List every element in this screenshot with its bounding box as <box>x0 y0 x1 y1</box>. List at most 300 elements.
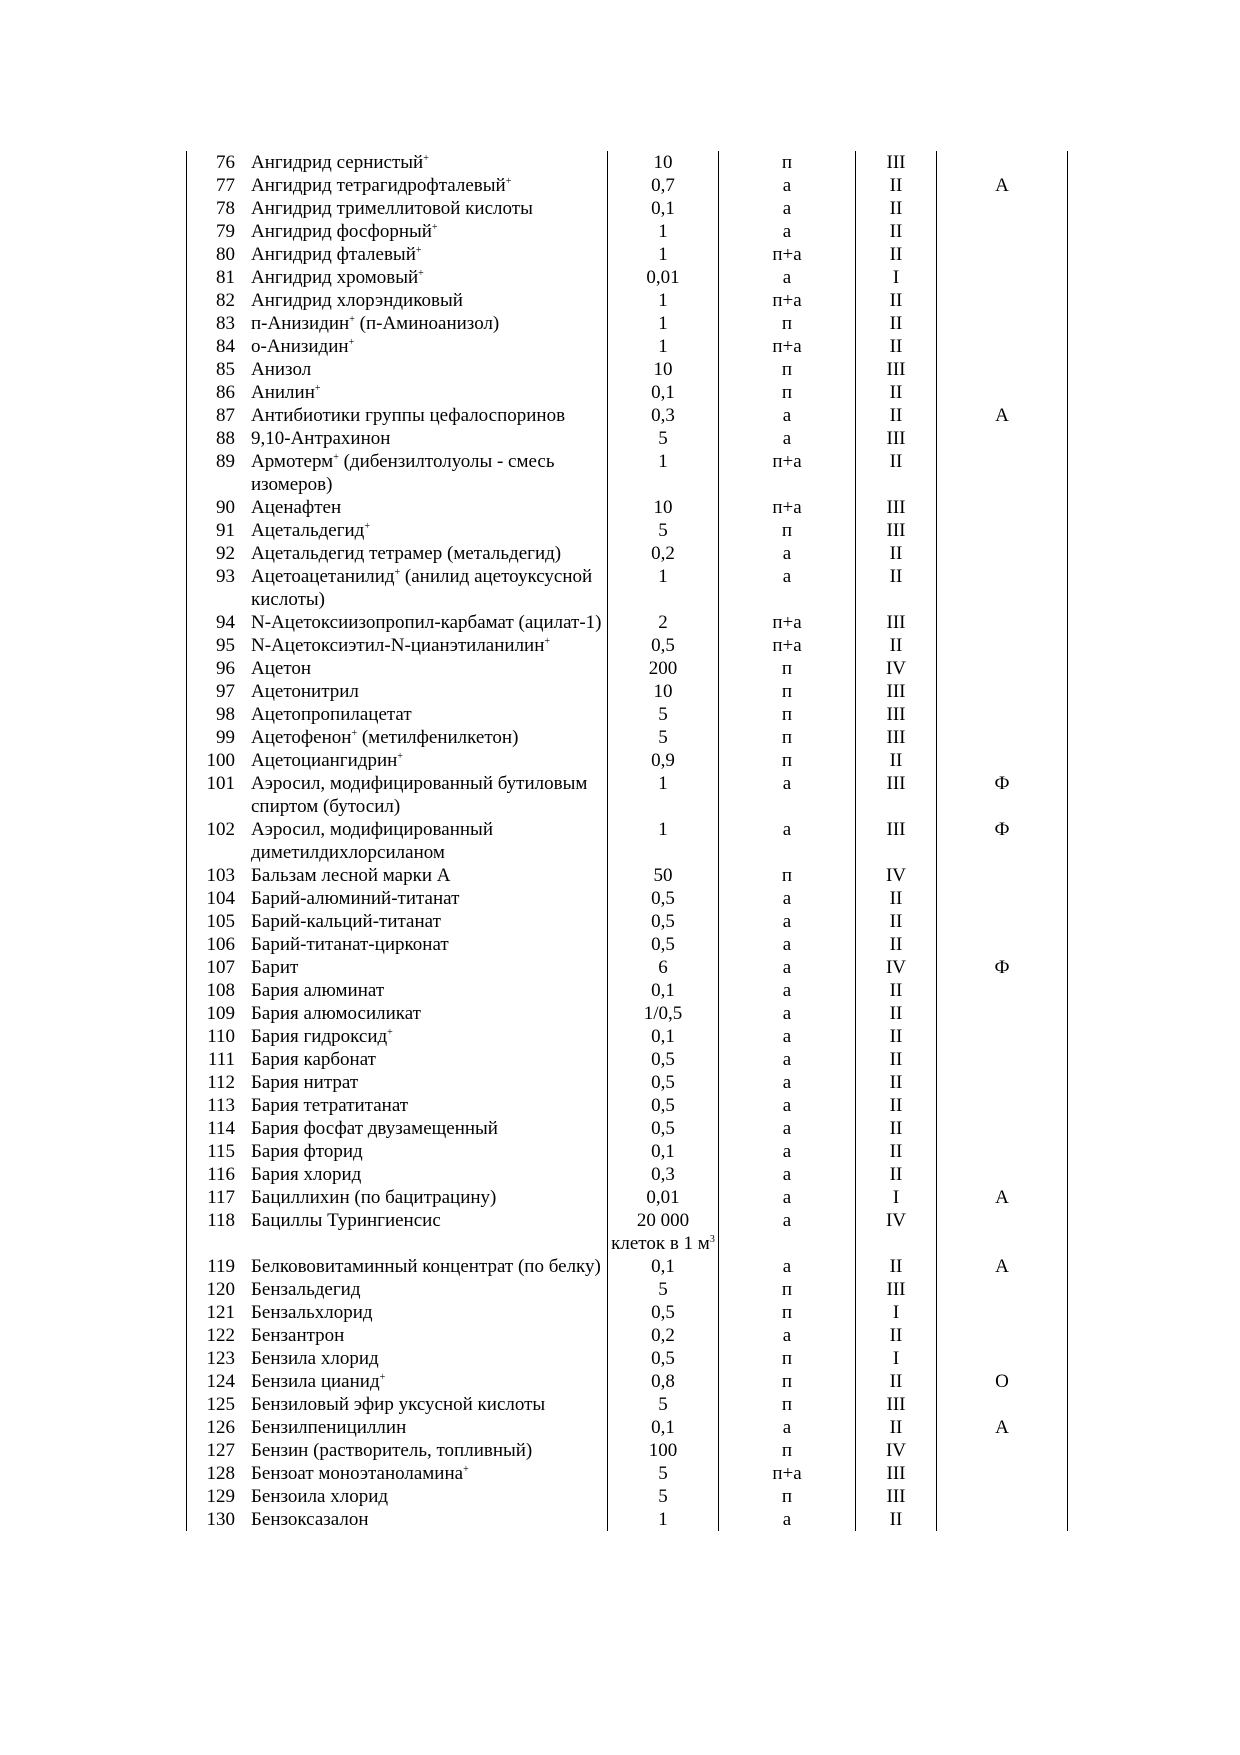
aggregate-state-text: п <box>781 1302 793 1323</box>
aggregate-state-text: п <box>781 1486 793 1507</box>
row-number <box>187 1048 236 1071</box>
limit-value <box>608 335 719 358</box>
action-feature-text: А <box>995 1187 1009 1208</box>
limit-value <box>608 1278 719 1301</box>
row-number-text: 96 <box>216 658 235 679</box>
table-row <box>187 1370 1068 1393</box>
aggregate-state-text: а <box>782 175 792 196</box>
hazard-class-text: III <box>886 428 906 449</box>
row-number-text: 102 <box>206 819 235 840</box>
aggregate-state-text: а <box>782 1187 792 1208</box>
limit-value <box>608 634 719 657</box>
substance-name-text: N-Ацетоксиизопропил-карбамат (ацилат-1) <box>251 612 602 633</box>
aggregate-state <box>719 657 856 680</box>
action-feature <box>937 266 1068 289</box>
substance-name <box>235 289 608 312</box>
aggregate-state-text: п <box>781 1394 793 1415</box>
hazard-class-text: III <box>886 1463 906 1484</box>
row-number-text: 125 <box>206 1394 235 1415</box>
limit-value-text: 0,01 <box>646 267 680 288</box>
hazard-class <box>856 381 937 404</box>
substance-name-text: Барий-алюминий-титанат <box>251 888 460 909</box>
table-row <box>187 427 1068 450</box>
action-feature-text: Ф <box>994 773 1010 794</box>
row-number-text: 105 <box>206 911 235 932</box>
table-row <box>187 703 1068 726</box>
plus-mark: + <box>544 636 551 647</box>
aggregate-state <box>719 634 856 657</box>
substance-name-text: 9,10-Антрахинон <box>251 428 391 449</box>
hazard-class <box>856 864 937 887</box>
plus-mark: + <box>348 337 355 348</box>
row-number <box>187 289 236 312</box>
hazard-class-text: II <box>889 934 903 955</box>
hazard-class <box>856 335 937 358</box>
aggregate-state-text: п+а <box>772 1463 802 1484</box>
limit-value <box>608 450 719 496</box>
row-number <box>187 1393 236 1416</box>
limit-value-text: 5 <box>658 727 668 748</box>
table-row <box>187 1393 1068 1416</box>
aggregate-state-text: п+а <box>772 451 802 472</box>
hazard-class <box>856 450 937 496</box>
substance-name <box>235 450 608 496</box>
substance-name <box>235 1370 608 1393</box>
aggregate-state <box>719 933 856 956</box>
row-number <box>187 611 236 634</box>
aggregate-state <box>719 519 856 542</box>
action-feature <box>937 565 1068 611</box>
action-feature <box>937 1324 1068 1347</box>
limit-value-text: 1 <box>658 773 668 794</box>
hazard-class-text: II <box>889 980 903 1001</box>
aggregate-state-text: а <box>782 1072 792 1093</box>
hazard-class <box>856 496 937 519</box>
plus-mark: + <box>394 567 401 578</box>
row-number-text: 114 <box>207 1118 235 1139</box>
limit-value-text: 10 <box>653 152 673 173</box>
substance-name <box>235 887 608 910</box>
aggregate-state-text: а <box>782 980 792 1001</box>
hazard-class-text: III <box>886 1394 906 1415</box>
plus-mark: + <box>431 222 438 233</box>
hazard-class <box>856 1255 937 1278</box>
table-row <box>187 358 1068 381</box>
substance-name <box>235 1140 608 1163</box>
row-number-text: 103 <box>206 865 235 886</box>
substance-name <box>235 1347 608 1370</box>
hazard-class-text: IV <box>885 1210 907 1231</box>
row-number-text: 91 <box>216 520 235 541</box>
substance-name <box>235 1416 608 1439</box>
limit-value <box>608 220 719 243</box>
limit-value <box>608 1209 719 1255</box>
aggregate-state <box>719 1347 856 1370</box>
aggregate-state <box>719 312 856 335</box>
hazard-class-text: II <box>889 1325 903 1346</box>
hazard-class <box>856 703 937 726</box>
hazard-class-text: II <box>889 1118 903 1139</box>
aggregate-state <box>719 1002 856 1025</box>
aggregate-state-text: а <box>782 428 792 449</box>
hazard-class <box>856 956 937 979</box>
action-feature <box>937 542 1068 565</box>
hazard-class-text: III <box>886 612 906 633</box>
table-row <box>187 335 1068 358</box>
row-number-text: 108 <box>206 980 235 1001</box>
row-number-text: 112 <box>207 1072 235 1093</box>
table-row <box>187 1416 1068 1439</box>
aggregate-state-text: п <box>781 359 793 380</box>
aggregate-state-text: а <box>782 1118 792 1139</box>
hazard-class <box>856 404 937 427</box>
aggregate-state-text: п <box>781 152 793 173</box>
limit-value-text: 0,3 <box>651 405 675 426</box>
aggregate-state <box>719 1117 856 1140</box>
substance-name-text: Бария гидроксид <box>251 1026 388 1047</box>
substance-name <box>235 1071 608 1094</box>
limit-value <box>608 1071 719 1094</box>
hazard-class-text: II <box>889 382 903 403</box>
row-number-text: 118 <box>207 1210 235 1231</box>
action-feature <box>937 312 1068 335</box>
hazard-class <box>856 1508 937 1531</box>
table-row <box>187 887 1068 910</box>
row-number-text: 106 <box>206 934 235 955</box>
aggregate-state <box>719 542 856 565</box>
aggregate-state-text: а <box>782 1049 792 1070</box>
substance-name-text: Аценафтен <box>251 497 342 518</box>
row-number-text: 87 <box>216 405 235 426</box>
limit-value-text: 1 <box>658 566 668 587</box>
limit-value-text: 1 <box>658 451 668 472</box>
action-feature <box>937 1508 1068 1531</box>
hazard-class <box>856 220 937 243</box>
substance-name <box>235 1462 608 1485</box>
hazard-class <box>856 657 937 680</box>
aggregate-state-text: п <box>781 1371 793 1392</box>
limit-value-text: 5 <box>658 1463 668 1484</box>
aggregate-state <box>719 818 856 864</box>
aggregate-state <box>719 1324 856 1347</box>
substance-name-text: Аэросил, модифицированный бутиловым спиртом (бутосил) <box>251 773 588 817</box>
row-number <box>187 565 236 611</box>
row-number-text: 123 <box>206 1348 235 1369</box>
limit-value-text: 0,1 <box>651 1417 675 1438</box>
aggregate-state <box>719 1209 856 1255</box>
row-number <box>187 933 236 956</box>
substance-name-text: Ангидрид тетрагидрофталевый <box>251 175 506 196</box>
row-number <box>187 1094 236 1117</box>
substance-name <box>235 657 608 680</box>
limit-value-text: 0,5 <box>651 1049 675 1070</box>
table-row <box>187 1255 1068 1278</box>
aggregate-state-text: п <box>781 520 793 541</box>
limit-value-text: 100 <box>648 1440 678 1461</box>
aggregate-state-text: а <box>782 1509 792 1530</box>
limit-value-text: 5 <box>658 1486 668 1507</box>
hazard-class-text: II <box>889 635 903 656</box>
substance-name-text: Бария фосфат двузамещенный <box>251 1118 498 1139</box>
substance-name-text: Бария карбонат <box>251 1049 376 1070</box>
limit-value-text: 0,01 <box>646 1187 680 1208</box>
aggregate-state <box>719 1163 856 1186</box>
substance-name <box>235 1439 608 1462</box>
substance-name-text: Бария алюмосиликат <box>251 1003 421 1024</box>
row-number <box>187 1025 236 1048</box>
aggregate-state <box>719 910 856 933</box>
aggregate-state-text: п <box>781 382 793 403</box>
hazard-class-text: II <box>889 198 903 219</box>
hazard-class <box>856 542 937 565</box>
substance-name-text: Ацетопропилацетат <box>251 704 412 725</box>
row-number <box>187 1186 236 1209</box>
table-row <box>187 1071 1068 1094</box>
hazard-class-text: II <box>889 1003 903 1024</box>
limit-value <box>608 151 719 174</box>
row-number <box>187 358 236 381</box>
hazard-class-text: II <box>889 543 903 564</box>
limit-value <box>608 565 719 611</box>
hazard-class-text: II <box>889 1141 903 1162</box>
aggregate-state-text: а <box>782 819 792 840</box>
substance-name-text: Барий-кальций-титанат <box>251 911 441 932</box>
hazard-class <box>856 979 937 1002</box>
aggregate-state <box>719 174 856 197</box>
row-number-text: 81 <box>216 267 235 288</box>
hazard-class <box>856 1462 937 1485</box>
limit-value-text: 0,5 <box>651 1302 675 1323</box>
substance-name <box>235 197 608 220</box>
plus-mark: + <box>397 751 403 762</box>
limit-value-text: 5 <box>658 428 668 449</box>
row-number <box>187 1163 236 1186</box>
limit-value-text: 1 <box>658 244 668 265</box>
limit-value <box>608 910 719 933</box>
limit-value <box>608 1393 719 1416</box>
substance-name-text: N-Ацетоксиэтил-N-цианэтиланилин <box>251 635 545 656</box>
substance-name <box>235 358 608 381</box>
row-number-text: 109 <box>206 1003 235 1024</box>
hazard-class-text: II <box>889 405 903 426</box>
aggregate-state-text: а <box>782 1003 792 1024</box>
aggregate-state-text: а <box>782 566 792 587</box>
limit-value <box>608 1439 719 1462</box>
hazard-class-text: II <box>889 1049 903 1070</box>
substance-name-text: Ацетофенон <box>251 727 352 748</box>
action-feature <box>937 1255 1068 1278</box>
action-feature <box>937 634 1068 657</box>
action-feature <box>937 680 1068 703</box>
aggregate-state <box>719 703 856 726</box>
limit-value <box>608 749 719 772</box>
hazard-class-text: II <box>889 313 903 334</box>
hazard-class-text: II <box>889 1026 903 1047</box>
table-row <box>187 542 1068 565</box>
action-feature <box>937 749 1068 772</box>
substance-name <box>235 243 608 266</box>
action-feature <box>937 1048 1068 1071</box>
limit-value-text: 0,5 <box>651 1348 675 1369</box>
action-feature <box>937 1163 1068 1186</box>
aggregate-state-text: а <box>782 773 792 794</box>
substance-name <box>235 910 608 933</box>
limit-value-text: 0,8 <box>651 1371 675 1392</box>
row-number-text: 107 <box>206 957 235 978</box>
substance-name-text: Ангидрид тримеллитовой кислоты <box>251 198 533 219</box>
action-feature <box>937 151 1068 174</box>
hazard-class <box>856 1002 937 1025</box>
action-feature <box>937 174 1068 197</box>
plus-mark: + <box>418 268 424 279</box>
row-number <box>187 956 236 979</box>
hazard-class <box>856 427 937 450</box>
aggregate-state-text: а <box>782 1026 792 1047</box>
plus-mark: + <box>463 1464 469 1475</box>
row-number-text: 82 <box>216 290 235 311</box>
row-number <box>187 1255 236 1278</box>
action-feature-text: Ф <box>994 957 1010 978</box>
aggregate-state-text: а <box>782 543 792 564</box>
table-row <box>187 933 1068 956</box>
hazard-class <box>856 1048 937 1071</box>
limit-value-text: 2 <box>658 612 668 633</box>
limit-value-text: 0,5 <box>651 635 675 656</box>
aggregate-state-text: а <box>782 1325 792 1346</box>
limit-value-text: 0,1 <box>651 980 675 1001</box>
plus-mark: + <box>333 452 339 463</box>
action-feature <box>937 1186 1068 1209</box>
limit-value <box>608 381 719 404</box>
substance-name <box>235 1508 608 1531</box>
limit-value <box>608 1117 719 1140</box>
table-row <box>187 519 1068 542</box>
limit-value <box>608 243 719 266</box>
action-feature <box>937 335 1068 358</box>
limit-value-text: 1 <box>658 819 668 840</box>
table-row <box>187 1347 1068 1370</box>
action-feature <box>937 358 1068 381</box>
row-number-text: 120 <box>206 1279 235 1300</box>
row-number <box>187 703 236 726</box>
hazard-class <box>856 565 937 611</box>
table-row <box>187 979 1068 1002</box>
row-number <box>187 1485 236 1508</box>
substance-name <box>235 634 608 657</box>
substance-name <box>235 565 608 611</box>
aggregate-state-text: п+а <box>772 612 802 633</box>
aggregate-state <box>719 1301 856 1324</box>
limit-value-text: 0,2 <box>651 543 675 564</box>
table-row <box>187 1048 1068 1071</box>
limit-value-text: 5 <box>658 1394 668 1415</box>
limit-value-text: 5 <box>658 1279 668 1300</box>
substance-name-text: Барит <box>251 957 299 978</box>
substance-name-text: Армотерм <box>251 451 334 472</box>
aggregate-state <box>719 496 856 519</box>
hazard-class <box>856 519 937 542</box>
limit-value <box>608 657 719 680</box>
hazard-class <box>856 197 937 220</box>
hazard-class <box>856 174 937 197</box>
substance-name <box>235 542 608 565</box>
hazard-class-text: II <box>889 1164 903 1185</box>
table-row <box>187 1324 1068 1347</box>
substance-name <box>235 1301 608 1324</box>
hazard-class <box>856 1324 937 1347</box>
limit-value <box>608 1048 719 1071</box>
row-number-text: 94 <box>216 612 235 633</box>
hazard-class-text: II <box>889 1509 903 1530</box>
plus-mark: + <box>364 521 370 532</box>
row-number-text: 97 <box>216 681 235 702</box>
row-number-text: 110 <box>207 1026 235 1047</box>
row-number <box>187 680 236 703</box>
hazard-class <box>856 1186 937 1209</box>
aggregate-state <box>719 197 856 220</box>
row-number <box>187 1439 236 1462</box>
limit-value <box>608 611 719 634</box>
row-number-text: 128 <box>206 1463 235 1484</box>
action-feature <box>937 289 1068 312</box>
action-feature <box>937 887 1068 910</box>
action-feature <box>937 1209 1068 1255</box>
action-feature <box>937 496 1068 519</box>
action-feature <box>937 726 1068 749</box>
substance-name <box>235 864 608 887</box>
row-number <box>187 496 236 519</box>
row-number <box>187 634 236 657</box>
hazard-class <box>856 243 937 266</box>
plus-mark: + <box>349 314 355 325</box>
action-feature-text: Ф <box>994 819 1010 840</box>
substances-table <box>186 151 1068 1531</box>
hazard-class <box>856 1416 937 1439</box>
substance-name <box>235 703 608 726</box>
hazard-class-text: II <box>889 244 903 265</box>
limit-value-text: 50 <box>653 865 673 886</box>
hazard-class <box>856 358 937 381</box>
aggregate-state <box>719 680 856 703</box>
aggregate-state <box>719 772 856 818</box>
row-number <box>187 887 236 910</box>
action-feature <box>937 243 1068 266</box>
limit-value <box>608 1347 719 1370</box>
aggregate-state-text: а <box>782 1256 792 1277</box>
row-number <box>187 1416 236 1439</box>
substance-name <box>235 1117 608 1140</box>
action-feature <box>937 956 1068 979</box>
table-row <box>187 565 1068 611</box>
row-number <box>187 450 236 496</box>
limit-value <box>608 519 719 542</box>
hazard-class-text: II <box>889 221 903 242</box>
action-feature <box>937 818 1068 864</box>
hazard-class <box>856 1347 937 1370</box>
action-feature <box>937 1140 1068 1163</box>
action-feature <box>937 427 1068 450</box>
hazard-class <box>856 726 937 749</box>
row-number <box>187 1301 236 1324</box>
aggregate-state <box>719 1393 856 1416</box>
row-number <box>187 1347 236 1370</box>
action-feature-text: А <box>995 405 1009 426</box>
limit-value-text: 1 <box>658 290 668 311</box>
row-number-text: 130 <box>206 1509 235 1530</box>
table-row <box>187 1117 1068 1140</box>
row-number <box>187 1508 236 1531</box>
table-row <box>187 1485 1068 1508</box>
